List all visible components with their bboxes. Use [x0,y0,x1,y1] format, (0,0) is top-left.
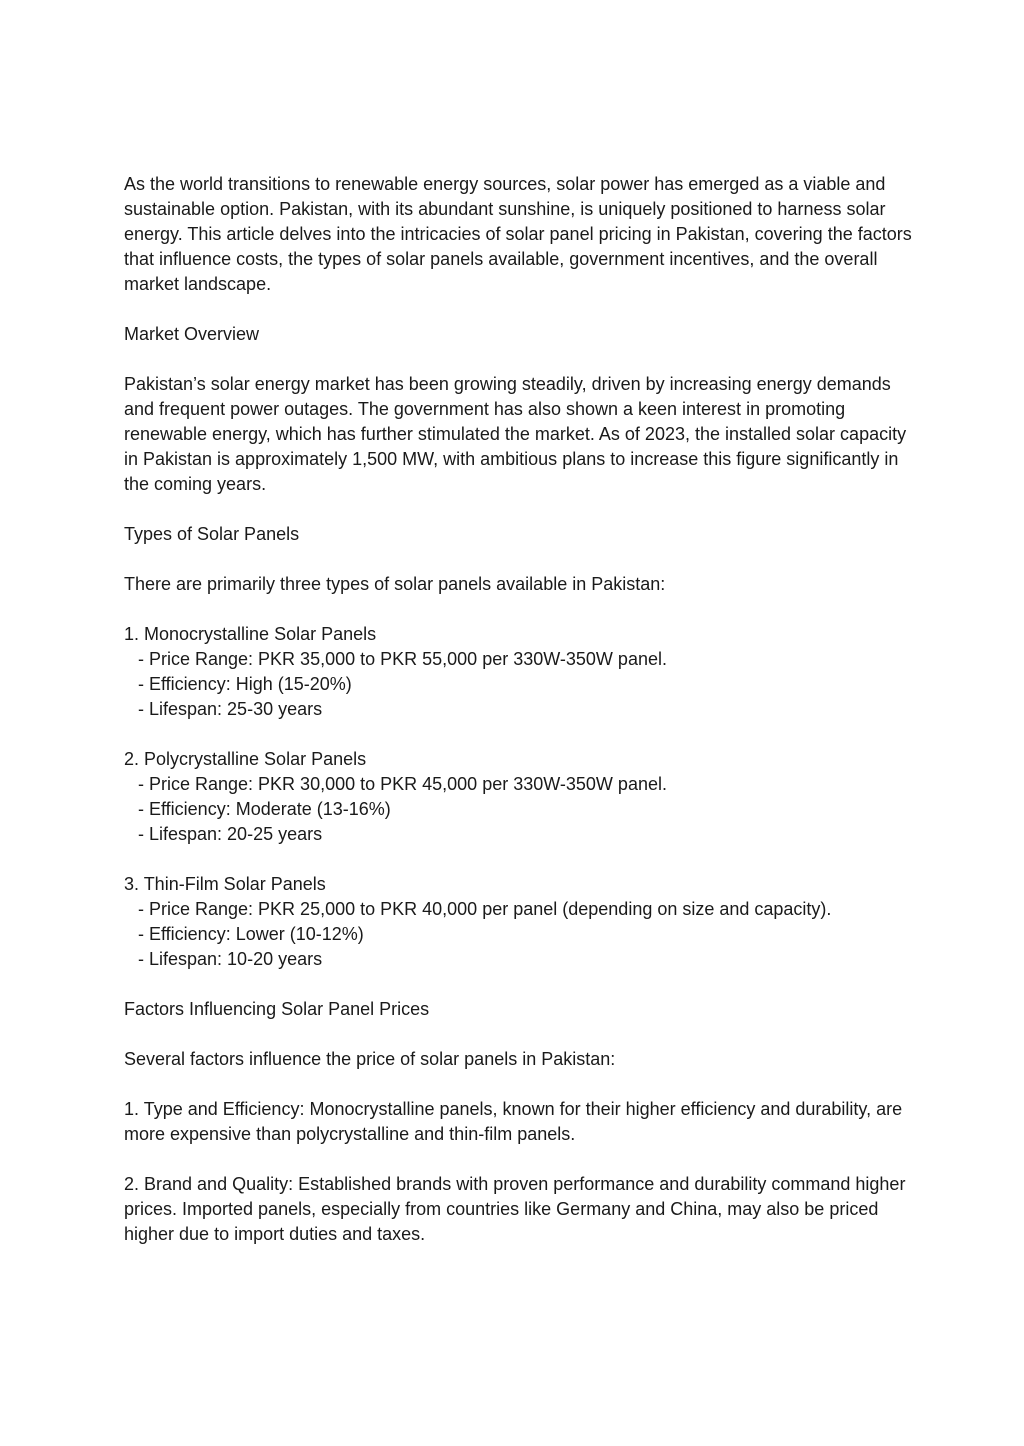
document-page [124,172,914,1272]
panel-type-thin-film [124,872,914,972]
market-overview-paragraph: Pakistan’s solar energy market has been growing steadily, driven by increasing energy demands and frequent power outages. The government has also shown a keen interest in promoting renewable energy, which has further stimulated the market. As of 2023, the installed solar capacity in Pakistan is approximately 1,500 MW, with ambitious plans to increase this figure significantly in the coming years. [124,374,907,494]
types-intro: There are primarily three types of solar panels available in Pakistan: [124,574,666,594]
market-overview-heading: Market Overview [124,324,260,344]
panel-type-monocrystalline [124,622,914,722]
panel-type-lifespan: - Lifespan: 10-20 years [138,949,323,969]
panel-type-title: 1. Monocrystalline Solar Panels [124,624,377,644]
panel-type-efficiency: - Efficiency: High (15-20%) [138,674,352,694]
panel-type-price: - Price Range: PKR 25,000 to PKR 40,000 per panel (depending on size and capacity). [138,899,832,919]
types-heading: Types of Solar Panels [124,524,300,544]
panel-type-lifespan: - Lifespan: 25-30 years [138,699,323,719]
factors-heading: Factors Influencing Solar Panel Prices [124,999,430,1019]
panel-type-title: 2. Polycrystalline Solar Panels [124,749,367,769]
factors-intro: Several factors influence the price of solar panels in Pakistan: [124,1049,616,1069]
panel-type-price: - Price Range: PKR 30,000 to PKR 45,000 per 330W-350W panel. [138,774,667,794]
intro-paragraph: As the world transitions to renewable energy sources, solar power has emerged as a viable and sustainable option. Pakistan, with its abundant sunshine, is uniquely positioned to harness solar energy. This article delves into the intricacies of solar panel pricing in Pakistan, covering the factors that influence costs, the types of solar panels available, government incentives, and the overall market landscape. [124,174,912,294]
panel-type-efficiency: - Efficiency: Lower (10-12%) [138,924,364,944]
factor-item-type-efficiency: 1. Type and Efficiency: Monocrystalline panels, known for their higher efficiency and durability, are more expensive than polycrystalline and thin-film panels. [124,1099,903,1144]
panel-type-polycrystalline [124,747,914,847]
panel-type-lifespan: - Lifespan: 20-25 years [138,824,323,844]
panel-type-title: 3. Thin-Film Solar Panels [124,874,326,894]
factor-item-brand-quality: 2. Brand and Quality: Established brands with proven performance and durability command higher prices. Imported panels, especially from countries like Germany and China, may also be priced higher due to import duties and taxes. [124,1174,906,1244]
panel-type-efficiency: - Efficiency: Moderate (13-16%) [138,799,391,819]
panel-type-price: - Price Range: PKR 35,000 to PKR 55,000 per 330W-350W panel. [138,649,667,669]
